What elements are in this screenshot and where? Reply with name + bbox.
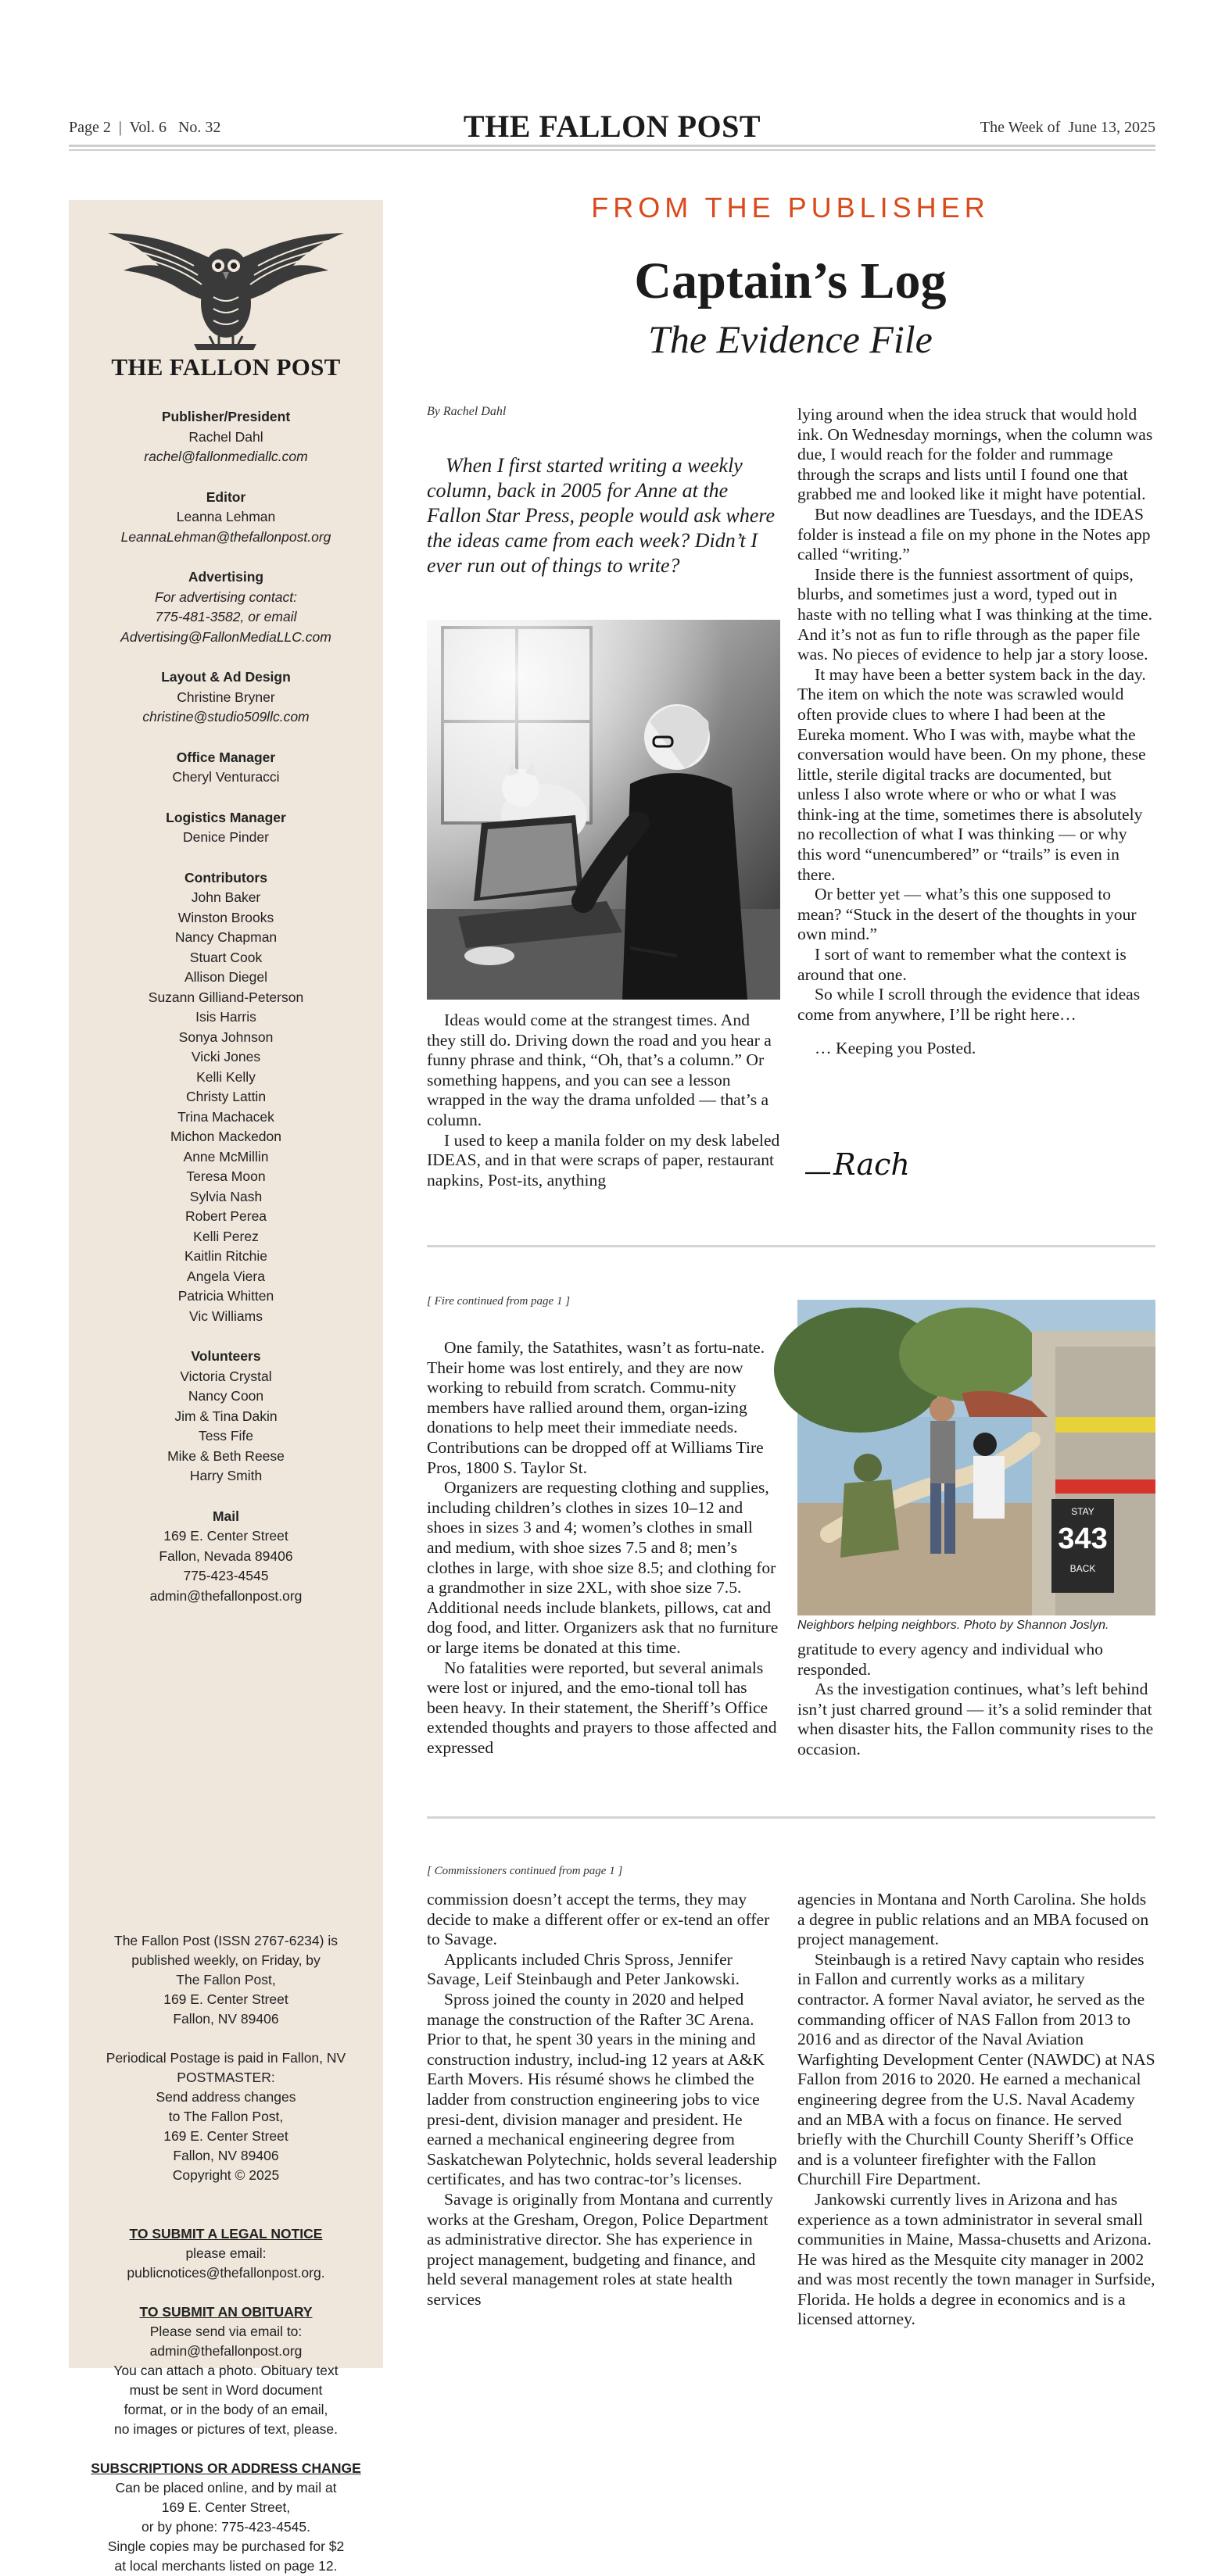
staff-line: Winston Brooks	[177, 909, 274, 925]
subscriptions-info: SUBSCRIPTIONS OR ADDRESS CHANGE Can be placed online, and by mail at 169 E. Center Street, or by phone: 775-423-4545. Single copies may be purchased for $2 at local merchants listed on page 12.	[91, 2460, 361, 2574]
staff-group	[69, 1487, 383, 1607]
staff-line: Michon Mackedon	[170, 1129, 282, 1144]
staff-group	[69, 728, 383, 788]
section-kicker: FROM THE PUBLISHER	[591, 191, 990, 224]
staff-line: Teresa Moon	[186, 1168, 266, 1184]
fire-continued-label: [ Fire continued from page 1 ]	[427, 1295, 571, 1308]
staff-line: Allison Diegel	[184, 969, 268, 985]
staff-heading: Mail	[212, 1508, 240, 1524]
staff-group	[69, 647, 383, 728]
commissioners-column-2: agencies in Montana and North Carolina. She holds a degree in public relations and an MBA focused on project management. Steinbaugh is a retired Navy captain who resides in Fallon and currently works as a military contractor. A former Naval aviator, he served as the commanding officer of NAS Fallon from 2013 to 2016 and as director of the Naval Aviation Warfighting Development Center (NAWDC) at NAS Fallon from 2016 to 2020. He earned a mechanical engineering degree from the U.S. Naval Academy and an MBA with a focus on finance. He served briefly with the Churchill County Sheriff’s Office and is a volunteer firefighter with the Fallon Churchill Fire Department. Jankowski currently lives in Arizona and has experience as a town administrator in several small communities in Maine, Massa-chusetts and Arizona. He was hired as the Mesquite city manager in 2002 and was most recently the town manager in Surfside, Florida. He holds a degree in economics and is a licensed attorney.	[797, 1890, 1155, 2329]
issue-week: The Week of June 13, 2025	[980, 119, 1155, 136]
svg-text:343: 343	[1058, 1522, 1108, 1555]
masthead-rule-thin	[69, 149, 1155, 151]
obituary-info: TO SUBMIT AN OBITUARY Please send via email to: admin@thefallonpost.org You can attach a photo. Obituary text must be sent in Word document format, or in the body of an email, no images or pictures of text, please.	[113, 2304, 339, 2437]
staff-line: Stuart Cook	[189, 949, 263, 965]
staff-line: John Baker	[191, 889, 261, 905]
staff-line: Kelli Perez	[193, 1228, 259, 1244]
section-divider	[427, 1245, 1155, 1247]
staff-line: christine@studio509llc.com	[142, 709, 310, 724]
article-byline: By Rachel Dahl	[427, 405, 507, 418]
staff-line: Sonya Johnson	[178, 1029, 274, 1045]
staff-line: Denice Pinder	[183, 829, 269, 845]
staff-line: Isis Harris	[195, 1009, 256, 1025]
staff-line: rachel@fallonmediallc.com	[144, 449, 308, 464]
postage-notice: Periodical Postage is paid in Fallon, NV POSTMASTER: Send address changes to The Fallon Post, 169 E. Center Street Fallon, NV 89406 Copyright © 2025	[106, 2050, 346, 2183]
staff-line: Kaitlin Ritchie	[184, 1248, 268, 1264]
masthead-title: THE FALLON POST	[463, 109, 761, 144]
staff-directory	[69, 407, 383, 1606]
staff-line: Anne McMillin	[183, 1148, 269, 1165]
article-subhead: The Evidence File	[648, 317, 933, 361]
staff-line: Christy Lattin	[185, 1089, 267, 1104]
fire-volunteers-photo	[797, 1300, 1155, 1615]
sidebar-logo-name: THE FALLON POST	[111, 353, 341, 381]
staff-group	[69, 1326, 383, 1487]
staff-line: LeannaLehman@thefallonpost.org	[120, 528, 331, 545]
staff-line: Advertising@FallonMediaLLC.com	[120, 628, 331, 645]
staff-line: Tess Fife	[198, 1428, 254, 1444]
staff-line: Leanna Lehman	[176, 509, 276, 524]
staff-line: For advertising contact:	[155, 589, 297, 605]
staff-heading: Advertising	[188, 569, 264, 585]
staff-line: Kelli Kelly	[196, 1068, 256, 1085]
staff-line: admin@thefallonpost.org	[149, 1587, 303, 1604]
staff-line: Victoria Crystal	[180, 1368, 272, 1384]
staff-line: Suzann Gilliand-Peterson	[148, 989, 304, 1005]
staff-heading: Layout & Ad Design	[161, 669, 291, 685]
staff-heading: Publisher/President	[161, 409, 291, 424]
staff-line: Harry Smith	[189, 1468, 263, 1483]
issn-notice: The Fallon Post (ISSN 2767-6234) is published weekly, on Friday, by The Fallon Post, 169 E. Center Street Fallon, NV 89406	[114, 1933, 338, 2027]
article-headline: Captain’s Log	[634, 252, 947, 309]
staff-line: Robert Perea	[184, 1208, 267, 1224]
staff-heading: Office Manager	[176, 749, 276, 765]
staff-heading: Volunteers	[191, 1348, 261, 1364]
staff-line: Fallon, Nevada 89406	[159, 1547, 293, 1564]
staff-group	[69, 407, 383, 467]
svg-text:Rach: Rach	[833, 1147, 910, 1182]
svg-text:STAY: STAY	[1071, 1506, 1094, 1517]
pull-quote: When I first started writing a weekly column, back in 2005 for Anne at the Fallon Star Press, people would ask where the ideas came from each week? Didn’t I ever run out of things to write?	[427, 454, 776, 577]
staff-heading: Logistics Manager	[166, 809, 286, 825]
staff-line: Nancy Coon	[188, 1388, 264, 1404]
staff-line: Rachel Dahl	[188, 428, 263, 445]
staff-line: Sylvia Nash	[189, 1188, 263, 1204]
publisher-column-1: Ideas would come at the strangest times. And they still do. Driving down the road and you hear a funny phrase and think, “Oh, that’s a column.” Or something happens, and you can see a lesson wrapped in the way the drama unfolded — that’s a column. I used to keep a manila folder on my desk labeled IDEAS, and in that were scraps of paper, restaurant napkins, Post-its, anything	[427, 1011, 780, 1190]
sign-off: … Keeping you Posted.	[815, 1039, 976, 1058]
staff-group	[69, 848, 383, 1327]
svg-text:BACK: BACK	[1069, 1563, 1096, 1574]
staff-line: 775-423-4545	[183, 1568, 269, 1583]
staff-line: Vic Williams	[189, 1308, 263, 1324]
staff-group	[69, 788, 383, 848]
commissioners-column-1: commission doesn’t accept the terms, they may decide to make a different offer or ex-tend an offer to Savage. Applicants included Chris Spross, Jennifer Savage, Leif Steinbaugh and Peter Jankowski. Spross joined the county in 2020 and helped manage the construction of the Rafter 3C Arena. Prior to that, he spent 30 years in the mining and construction industry, includ-ing 12 years at A&K Earth Movers. His résumé shows he climbed the ladder from construction engineering jobs to vice presi-dent, division manager and president. He earned a mechanical engineering degree from Saskatchewan Polytechnic, holds several leadership certificates, and has two contrac-tor’s licenses. Savage is originally from Montana and currently works at the Gresham, Oregon, Police Department as administrative director. She has experience in project management, budgeting and finance, and held several management roles at state health services	[427, 1890, 777, 2309]
staff-line: Patricia Whitten	[177, 1288, 274, 1304]
staff-group	[69, 547, 383, 647]
masthead	[69, 108, 1155, 148]
staff-line: Mike & Beth Reese	[167, 1447, 285, 1464]
staff-line: Christine Bryner	[177, 689, 275, 705]
owl-logo-icon	[100, 219, 352, 356]
sidebar-notices	[69, 1931, 383, 2576]
commissioners-continued-label: [ Commissioners continued from page 1 ]	[427, 1865, 623, 1877]
staff-line: Angela Viera	[187, 1268, 265, 1284]
staff-heading: Editor	[206, 488, 246, 505]
masthead-rule	[69, 145, 1155, 147]
staff-line: Cheryl Venturacci	[172, 769, 280, 785]
staff-line: 775-481-3582, or email	[155, 609, 297, 624]
photo-caption: Neighbors helping neighbors. Photo by Shannon Joslyn.	[797, 1619, 1109, 1632]
page-volume-info: Page 2 | Vol. 6 No. 32	[69, 119, 221, 136]
fire-column-2: gratitude to every agency and individual who responded. As the investigation continues, what’s left behind isn’t just charred ground — it’s a solid reminder that when disaster hits, the Fallon community rises to the occasion.	[797, 1640, 1154, 1758]
staff-line: Trina Machacek	[177, 1108, 274, 1125]
staff-line: Nancy Chapman	[174, 929, 278, 945]
signature	[799, 1137, 916, 1192]
staff-line: Vicki Jones	[191, 1049, 261, 1064]
staff-line: Jim & Tina Dakin	[174, 1408, 278, 1424]
writer-with-cat-illustration	[427, 620, 780, 1000]
staff-line: 169 E. Center Street	[163, 1528, 288, 1544]
staff-heading: Contributors	[184, 869, 267, 886]
staff-group	[69, 467, 383, 548]
publisher-column-2: lying around when the idea struck that would hold ink. On Wednesday mornings, when the column was due, I would reach for the folder and rummage through the scraps and lists until I found one that grabbed me and looked like it might have potential. But now deadlines are Tuesdays, and the IDEAS folder is instead a file on my phone in the Notes app called “writing.” Inside there is the funniest assortment of quips, blurbs, and sometimes just a word, typed out in haste with no telling what I was thinking at the time. And it’s not as fun to rifle through as the paper file was. No pieces of evidence to help jar a story loose. It may have been a better system back in the day. The item on which the note was scrawled would often provide clues to where I had been at the Eureka moment. Who I was with, maybe what the conversation would have been. On my phone, these little, sterile digital tracks are documented, but unless I also wrote where or who or what I was think-ing at the time, sometimes there is absolutely no recollection of what I was thinking — or why this word “unencumbered” or “trails” is even in there. Or better yet — what’s this one supposed to mean? “Stuck in the desert of the thoughts in your own mind.” I sort of want to remember what the context is around that one. So while I scroll through the evidence that ideas come from anywhere, I’ll be right here… … Keeping you Posted.	[797, 405, 1155, 1059]
legal-notice-info: TO SUBMIT A LEGAL NOTICE please email: publicnotices@thefallonpost.org.	[127, 2226, 325, 2281]
section-divider-2	[427, 1816, 1155, 1819]
fire-column-1: One family, the Satathites, wasn’t as fortu-nate. Their home was lost entirely, and they are now working to rebuild from scratch. Commu-nity members have rallied around them, organ-izing donations to help meet their immediate needs. Contributions can be dropped off at Williams Tire Pros, 1800 S. Taylor St. Organizers are requesting clothing and supplies, including children’s clothes in sizes 10–12 and shoes in sizes 3 and 4; women’s clothes in small and medium, with shoe sizes 7.5 and 8; men’s clothes in large, with shoe size 8.5; and clothing for a grandmother in size 2XL, with shoe size 7.5. Additional needs include blankets, pillows, cat and dog food, and litter. Organizers ask that no furniture or large items be donated at this time. No fatalities were reported, but several animals were lost or injured, and the emo-tional toll has been heavy. In their statement, the Sheriff’s Office extended thoughts and prayers to those affected and expressed	[427, 1338, 779, 1757]
